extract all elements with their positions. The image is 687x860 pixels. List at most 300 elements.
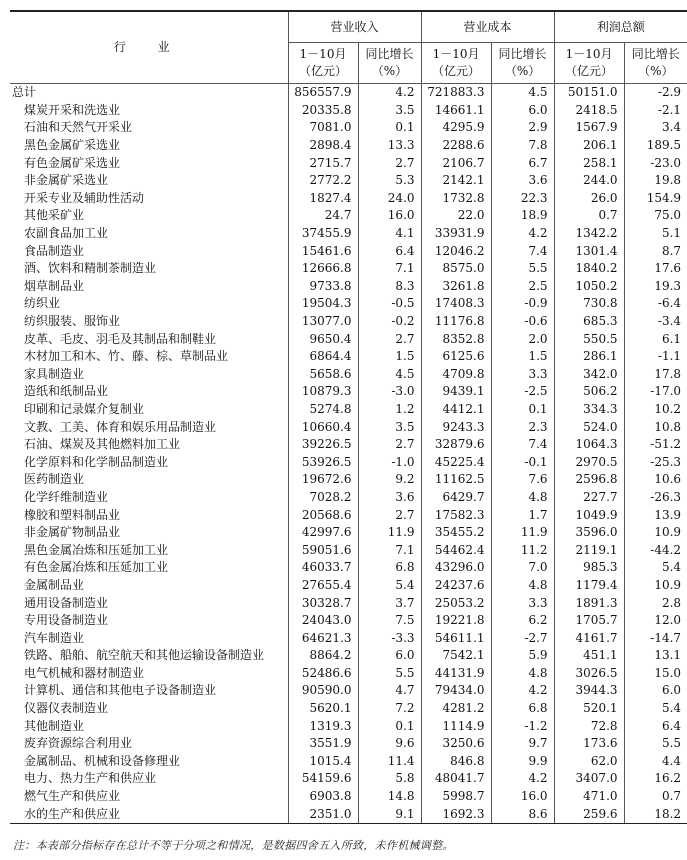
industry-name-cell: 金属制品、机械和设备修理业 <box>24 753 181 768</box>
value-cell: 10.9 <box>624 524 687 542</box>
industry-name-cell: 计算机、通信和其他电子设备制造业 <box>24 683 217 698</box>
value-cell: -25.3 <box>624 453 687 471</box>
industry-name-cell: 通用设备制造业 <box>24 595 109 610</box>
value-cell: 2106.7 <box>421 154 491 172</box>
total-row <box>10 84 687 102</box>
value-cell: 42997.6 <box>288 524 358 542</box>
value-cell: 3407.0 <box>554 770 624 788</box>
subheader-line: 同比增长 <box>631 47 680 61</box>
table-row <box>10 119 687 137</box>
value-cell: 550.5 <box>554 330 624 348</box>
value-cell: 2772.2 <box>288 172 358 190</box>
value-cell: 2715.7 <box>288 154 358 172</box>
value-cell: 13.9 <box>624 506 687 524</box>
table-row <box>10 541 687 559</box>
value-cell: 5.3 <box>358 172 421 190</box>
value-cell: 9439.1 <box>421 383 491 401</box>
period-value-subheader <box>554 43 624 84</box>
value-cell: 11176.8 <box>421 313 491 331</box>
table-row <box>10 401 687 419</box>
value-cell: 7.5 <box>358 612 421 630</box>
value-cell: 22.0 <box>421 207 491 225</box>
table-row <box>10 647 687 665</box>
value-cell: 1705.7 <box>554 612 624 630</box>
value-cell: 4412.1 <box>421 401 491 419</box>
subheader-line: （亿元） <box>432 64 481 78</box>
value-cell: 1319.3 <box>288 717 358 735</box>
value-cell: 5274.8 <box>288 401 358 419</box>
table-row <box>10 366 687 384</box>
revenue-group-header: 营业收入 <box>288 11 421 43</box>
value-cell: 9243.3 <box>421 418 491 436</box>
value-cell: 5.4 <box>624 700 687 718</box>
table-row <box>10 577 687 595</box>
table-row <box>10 172 687 190</box>
value-cell: 9.2 <box>358 471 421 489</box>
industry-name-cell: 燃气生产和供应业 <box>24 789 121 804</box>
value-cell: 17.8 <box>624 366 687 384</box>
value-cell: -14.7 <box>624 629 687 647</box>
table-row <box>10 770 687 788</box>
value-cell: 2119.1 <box>554 541 624 559</box>
value-cell: 4.2 <box>358 84 421 102</box>
value-cell: 1840.2 <box>554 260 624 278</box>
value-cell: 11.9 <box>491 524 554 542</box>
industry-name-cell: 木材加工和木、竹、藤、棕、草制品业 <box>24 349 229 364</box>
value-cell: 9.6 <box>358 735 421 753</box>
value-cell: 19.8 <box>624 172 687 190</box>
value-cell: 62.0 <box>554 753 624 771</box>
subheader-line: 1－10月 <box>565 47 613 61</box>
value-cell: -23.0 <box>624 154 687 172</box>
value-cell: 7.8 <box>491 137 554 155</box>
industry-name-cell: 其他制造业 <box>24 718 85 733</box>
value-cell: 10879.3 <box>288 383 358 401</box>
industry-name-cell: 造纸和纸制品业 <box>24 384 109 399</box>
value-cell: 6.0 <box>491 102 554 120</box>
value-cell: 4281.2 <box>421 700 491 718</box>
value-cell: 4.1 <box>358 225 421 243</box>
industry-name-cell: 纺织服装、服饰业 <box>24 314 121 329</box>
value-cell: 3.6 <box>491 172 554 190</box>
table-row <box>10 436 687 454</box>
value-cell: 18.9 <box>491 207 554 225</box>
table-row <box>10 330 687 348</box>
value-cell: 4.8 <box>491 665 554 683</box>
value-cell: 334.3 <box>554 401 624 419</box>
value-cell: 3261.8 <box>421 278 491 296</box>
value-cell: 59051.6 <box>288 541 358 559</box>
value-cell: 11.4 <box>358 753 421 771</box>
value-cell: 10660.4 <box>288 418 358 436</box>
industry-name-cell: 开采专业及辅助性活动 <box>24 190 145 205</box>
value-cell: -1.1 <box>624 348 687 366</box>
value-cell: 7081.0 <box>288 119 358 137</box>
value-cell: 39226.5 <box>288 436 358 454</box>
value-cell: 3250.6 <box>421 735 491 753</box>
table-row <box>10 295 687 313</box>
table-row <box>10 805 687 823</box>
value-cell: 43296.0 <box>421 559 491 577</box>
subheader-line: （亿元） <box>298 64 347 78</box>
value-cell: 3.6 <box>358 489 421 507</box>
value-cell: 5.4 <box>624 559 687 577</box>
value-cell: 10.6 <box>624 471 687 489</box>
value-cell: 33931.9 <box>421 225 491 243</box>
table-row <box>10 348 687 366</box>
value-cell: 1064.3 <box>554 436 624 454</box>
value-cell: 985.3 <box>554 559 624 577</box>
value-cell: -0.9 <box>491 295 554 313</box>
value-cell: 506.2 <box>554 383 624 401</box>
value-cell: 15461.6 <box>288 242 358 260</box>
value-cell: 44131.9 <box>421 665 491 683</box>
value-cell: 2418.5 <box>554 102 624 120</box>
table-row <box>10 629 687 647</box>
value-cell: 20335.8 <box>288 102 358 120</box>
value-cell: 6.8 <box>491 700 554 718</box>
value-cell: 9.9 <box>491 753 554 771</box>
value-cell: -0.6 <box>491 313 554 331</box>
yoy-growth-subheader <box>491 43 554 84</box>
value-cell: 64621.3 <box>288 629 358 647</box>
table-row <box>10 278 687 296</box>
value-cell: 2.7 <box>358 436 421 454</box>
value-cell: 5658.6 <box>288 366 358 384</box>
value-cell: 14.8 <box>358 788 421 806</box>
value-cell: 19504.3 <box>288 295 358 313</box>
value-cell: 0.7 <box>554 207 624 225</box>
table-row <box>10 418 687 436</box>
value-cell: 12.0 <box>624 612 687 630</box>
industry-name-cell: 金属制品业 <box>24 577 85 592</box>
value-cell: 5.9 <box>491 647 554 665</box>
value-cell: 1692.3 <box>421 805 491 823</box>
table-row <box>10 524 687 542</box>
value-cell: 7.6 <box>491 471 554 489</box>
industry-name-cell: 印刷和记录媒介复制业 <box>24 401 145 416</box>
cost-group-header: 营业成本 <box>421 11 554 43</box>
value-cell: 7.4 <box>491 242 554 260</box>
value-cell: 6.2 <box>491 612 554 630</box>
yoy-growth-subheader <box>358 43 421 84</box>
value-cell: 4.8 <box>491 489 554 507</box>
table-row <box>10 207 687 225</box>
industry-name-cell: 石油、煤炭及其他燃料加工业 <box>24 437 181 452</box>
value-cell: 6429.7 <box>421 489 491 507</box>
value-cell: 24043.0 <box>288 612 358 630</box>
value-cell: 2.8 <box>624 594 687 612</box>
value-cell: 50151.0 <box>554 84 624 102</box>
industry-name-cell: 汽车制造业 <box>24 630 85 645</box>
value-cell: 856557.9 <box>288 84 358 102</box>
value-cell: 8575.0 <box>421 260 491 278</box>
value-cell: 6.4 <box>624 717 687 735</box>
value-cell: 7542.1 <box>421 647 491 665</box>
value-cell: 53926.5 <box>288 453 358 471</box>
value-cell: -3.0 <box>358 383 421 401</box>
value-cell: -0.2 <box>358 313 421 331</box>
table-row <box>10 383 687 401</box>
value-cell: 4.5 <box>491 84 554 102</box>
value-cell: 154.9 <box>624 190 687 208</box>
table-row <box>10 137 687 155</box>
period-value-subheader <box>288 43 358 84</box>
value-cell: 15.0 <box>624 665 687 683</box>
value-cell: 721883.3 <box>421 84 491 102</box>
table-row <box>10 700 687 718</box>
industry-name-cell: 有色金属矿采选业 <box>24 155 121 170</box>
industry-name-cell: 医药制造业 <box>24 472 85 487</box>
value-cell: 0.1 <box>491 401 554 419</box>
table-row <box>10 453 687 471</box>
table-row <box>10 260 687 278</box>
value-cell: 1567.9 <box>554 119 624 137</box>
value-cell: 19221.8 <box>421 612 491 630</box>
value-cell: 22.3 <box>491 190 554 208</box>
value-cell: 45225.4 <box>421 453 491 471</box>
table-row <box>10 717 687 735</box>
industry-column-header: 行 业 <box>10 11 288 84</box>
industry-name-cell: 有色金属冶炼和压延加工业 <box>24 560 169 575</box>
value-cell: 3.5 <box>358 418 421 436</box>
value-cell: -1.0 <box>358 453 421 471</box>
value-cell: 258.1 <box>554 154 624 172</box>
value-cell: 90590.0 <box>288 682 358 700</box>
value-cell: 3.4 <box>624 119 687 137</box>
value-cell: 0.1 <box>358 717 421 735</box>
table-row <box>10 788 687 806</box>
value-cell: 227.7 <box>554 489 624 507</box>
value-cell: 27655.4 <box>288 577 358 595</box>
value-cell: 32879.6 <box>421 436 491 454</box>
value-cell: 1827.4 <box>288 190 358 208</box>
subheader-line: （%） <box>371 64 408 78</box>
value-cell: 7.2 <box>358 700 421 718</box>
industry-name-cell: 铁路、船舶、航空航天和其他运输设备制造业 <box>24 648 265 663</box>
table-row <box>10 313 687 331</box>
industry-name-cell: 农副食品加工业 <box>24 226 109 241</box>
value-cell: 2351.0 <box>288 805 358 823</box>
industry-name-cell: 橡胶和塑料制品业 <box>24 507 121 522</box>
value-cell: 10.2 <box>624 401 687 419</box>
value-cell: 14661.1 <box>421 102 491 120</box>
value-cell: 3.3 <box>491 366 554 384</box>
table-row <box>10 665 687 683</box>
value-cell: -2.7 <box>491 629 554 647</box>
value-cell: -3.4 <box>624 313 687 331</box>
value-cell: 9.7 <box>491 735 554 753</box>
value-cell: 3.5 <box>358 102 421 120</box>
value-cell: 342.0 <box>554 366 624 384</box>
value-cell: 3596.0 <box>554 524 624 542</box>
value-cell: -2.9 <box>624 84 687 102</box>
value-cell: 16.0 <box>358 207 421 225</box>
value-cell: 2.7 <box>358 506 421 524</box>
value-cell: 1.5 <box>358 348 421 366</box>
value-cell: 30328.7 <box>288 594 358 612</box>
value-cell: 5.1 <box>624 225 687 243</box>
value-cell: 72.8 <box>554 717 624 735</box>
value-cell: 2.7 <box>358 330 421 348</box>
value-cell: 4.2 <box>491 225 554 243</box>
value-cell: 11.2 <box>491 541 554 559</box>
value-cell: 8864.2 <box>288 647 358 665</box>
value-cell: 2596.8 <box>554 471 624 489</box>
value-cell: 2.0 <box>491 330 554 348</box>
value-cell: 8.6 <box>491 805 554 823</box>
value-cell: -1.2 <box>491 717 554 735</box>
value-cell: 1050.2 <box>554 278 624 296</box>
value-cell: 48041.7 <box>421 770 491 788</box>
value-cell: 13077.0 <box>288 313 358 331</box>
value-cell: 5.5 <box>624 735 687 753</box>
value-cell: 16.0 <box>491 788 554 806</box>
profit-group-header: 利润总额 <box>554 11 687 43</box>
industry-statistics-table <box>10 10 687 824</box>
value-cell: 17582.3 <box>421 506 491 524</box>
value-cell: 7.1 <box>358 260 421 278</box>
table-row <box>10 102 687 120</box>
table-row <box>10 190 687 208</box>
value-cell: 6.4 <box>358 242 421 260</box>
value-cell: 5.4 <box>358 577 421 595</box>
table-header <box>10 11 687 84</box>
value-cell: 54611.1 <box>421 629 491 647</box>
industry-name-cell: 纺织业 <box>24 296 61 311</box>
value-cell: -2.1 <box>624 102 687 120</box>
table-row <box>10 242 687 260</box>
industry-name-cell: 文教、工美、体育和娱乐用品制造业 <box>24 419 217 434</box>
value-cell: 12666.8 <box>288 260 358 278</box>
period-value-subheader <box>421 43 491 84</box>
value-cell: -44.2 <box>624 541 687 559</box>
value-cell: 0.1 <box>358 119 421 137</box>
industry-name-cell: 仪器仪表制造业 <box>24 701 109 716</box>
value-cell: 4.2 <box>491 770 554 788</box>
value-cell: -3.3 <box>358 629 421 647</box>
value-cell: 54159.6 <box>288 770 358 788</box>
value-cell: 6.0 <box>358 647 421 665</box>
value-cell: 520.1 <box>554 700 624 718</box>
value-cell: 0.7 <box>624 788 687 806</box>
value-cell: 4161.7 <box>554 629 624 647</box>
value-cell: 1.5 <box>491 348 554 366</box>
value-cell: 17.6 <box>624 260 687 278</box>
value-cell: -6.4 <box>624 295 687 313</box>
table-row <box>10 489 687 507</box>
value-cell: 19.3 <box>624 278 687 296</box>
value-cell: 4709.8 <box>421 366 491 384</box>
value-cell: 1.2 <box>358 401 421 419</box>
value-cell: -2.5 <box>491 383 554 401</box>
value-cell: -17.0 <box>624 383 687 401</box>
value-cell: 1891.3 <box>554 594 624 612</box>
value-cell: 11.9 <box>358 524 421 542</box>
value-cell: 4295.9 <box>421 119 491 137</box>
industry-name-cell: 化学原料和化学制品制造业 <box>24 454 169 469</box>
subheader-line: （%） <box>504 64 541 78</box>
value-cell: 1342.2 <box>554 225 624 243</box>
value-cell: -51.2 <box>624 436 687 454</box>
value-cell: 5.5 <box>491 260 554 278</box>
value-cell: 9650.4 <box>288 330 358 348</box>
subheader-line: 同比增长 <box>498 47 547 61</box>
value-cell: -26.3 <box>624 489 687 507</box>
value-cell: 2970.5 <box>554 453 624 471</box>
subheader-line: （亿元） <box>565 64 614 78</box>
value-cell: 6.0 <box>624 682 687 700</box>
value-cell: 4.5 <box>358 366 421 384</box>
value-cell: 8.7 <box>624 242 687 260</box>
value-cell: 3.3 <box>491 594 554 612</box>
value-cell: 1732.8 <box>421 190 491 208</box>
value-cell: 52486.6 <box>288 665 358 683</box>
value-cell: 17408.3 <box>421 295 491 313</box>
value-cell: 6125.6 <box>421 348 491 366</box>
value-cell: 2.5 <box>491 278 554 296</box>
industry-name-cell: 总计 <box>12 85 37 100</box>
industry-name-cell: 黑色金属冶炼和压延加工业 <box>24 542 169 557</box>
value-cell: 5620.1 <box>288 700 358 718</box>
value-cell: 189.5 <box>624 137 687 155</box>
value-cell: 25053.2 <box>421 594 491 612</box>
value-cell: 9.1 <box>358 805 421 823</box>
industry-name-cell: 食品制造业 <box>24 243 85 258</box>
value-cell: 1114.9 <box>421 717 491 735</box>
yoy-growth-subheader <box>624 43 687 84</box>
value-cell: 259.6 <box>554 805 624 823</box>
table-row <box>10 154 687 172</box>
value-cell: 1015.4 <box>288 753 358 771</box>
industry-name-cell: 非金属矿物制品业 <box>24 525 121 540</box>
value-cell: 2.9 <box>491 119 554 137</box>
table-body <box>10 84 687 824</box>
value-cell: 79434.0 <box>421 682 491 700</box>
industry-name-cell: 水的生产和供应业 <box>10 805 288 823</box>
value-cell: 10.8 <box>624 418 687 436</box>
value-cell: 2288.6 <box>421 137 491 155</box>
value-cell: 11162.5 <box>421 471 491 489</box>
value-cell: 1179.4 <box>554 577 624 595</box>
value-cell: 206.1 <box>554 137 624 155</box>
industry-name-cell: 石油和天然气开采业 <box>24 120 133 135</box>
table-row <box>10 594 687 612</box>
value-cell: 9733.8 <box>288 278 358 296</box>
value-cell: 2898.4 <box>288 137 358 155</box>
value-cell: 37455.9 <box>288 225 358 243</box>
value-cell: 1301.4 <box>554 242 624 260</box>
value-cell: 7.0 <box>491 559 554 577</box>
value-cell: 4.7 <box>358 682 421 700</box>
subheader-line: 1－10月 <box>299 47 347 61</box>
value-cell: 1.7 <box>491 506 554 524</box>
value-cell: 24237.6 <box>421 577 491 595</box>
value-cell: 24.0 <box>358 190 421 208</box>
value-cell: 451.1 <box>554 647 624 665</box>
value-cell: 54462.4 <box>421 541 491 559</box>
industry-name-cell: 皮革、毛皮、羽毛及其制品和制鞋业 <box>24 331 217 346</box>
value-cell: 7.1 <box>358 541 421 559</box>
value-cell: 6864.4 <box>288 348 358 366</box>
value-cell: 16.2 <box>624 770 687 788</box>
value-cell: 75.0 <box>624 207 687 225</box>
value-cell: 12046.2 <box>421 242 491 260</box>
table-row <box>10 612 687 630</box>
table-row <box>10 471 687 489</box>
table-row <box>10 753 687 771</box>
industry-name-cell: 黑色金属矿采选业 <box>24 138 121 153</box>
